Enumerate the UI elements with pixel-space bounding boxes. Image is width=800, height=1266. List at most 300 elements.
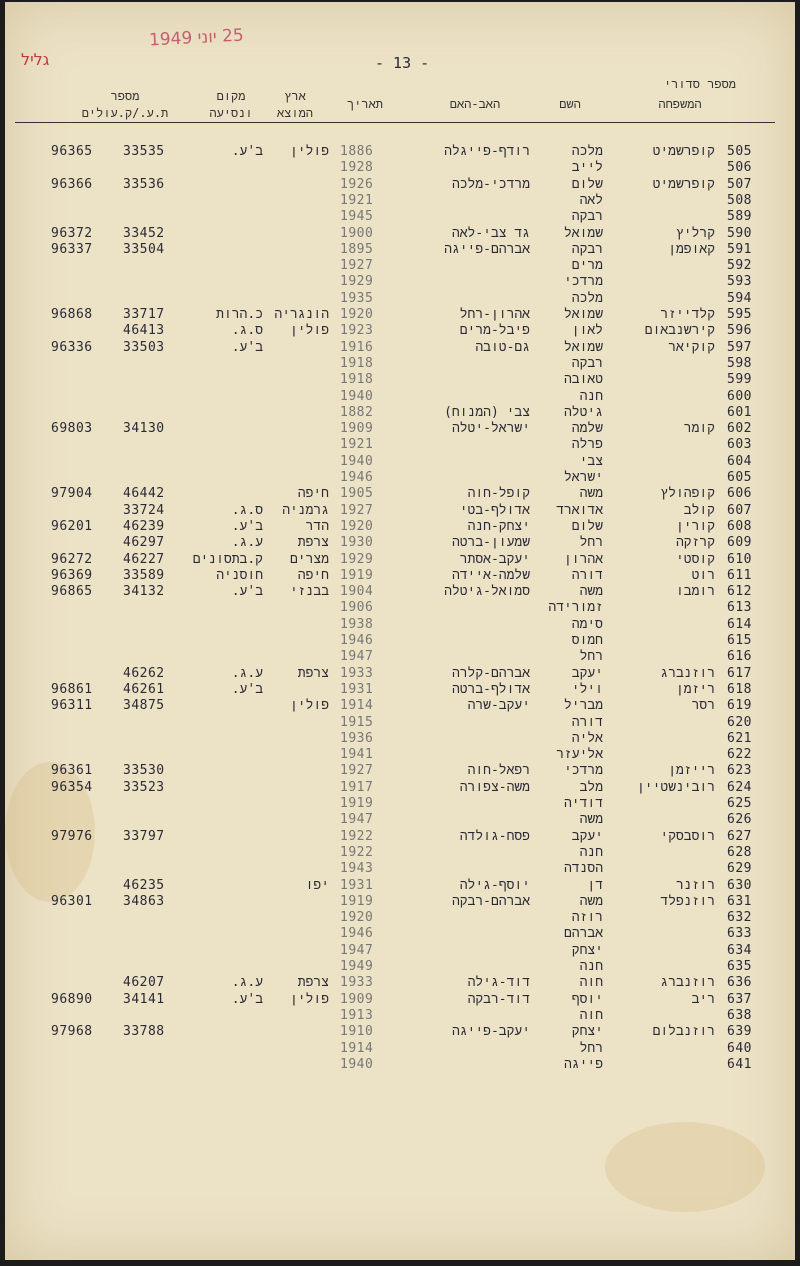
- serial-cell: 641: [727, 1056, 752, 1072]
- cert-cell: 34130: [123, 421, 165, 437]
- origin-cell: [267, 861, 329, 877]
- name-cell: אליעזר: [556, 747, 603, 763]
- parents-cell: [400, 812, 530, 828]
- ship-cell: [201, 731, 263, 747]
- ship-cell: [201, 894, 263, 910]
- name-cell: טאובה: [563, 372, 603, 388]
- cert-cell: 33717: [123, 307, 165, 322]
- ship-cell: [201, 258, 263, 274]
- family-cell: קולב: [683, 502, 715, 518]
- year-cell: 1946: [340, 926, 374, 942]
- year-cell: 1940: [340, 388, 374, 404]
- year-cell: 1931: [340, 877, 374, 893]
- cert-cell: [123, 747, 183, 763]
- serial-cell: 607: [727, 502, 752, 518]
- origin-cell: [267, 1008, 329, 1024]
- serial-cell: 634: [727, 942, 752, 958]
- parents-cell: אברהם-קלרה: [451, 665, 530, 681]
- cert-cell: 34132: [123, 584, 165, 600]
- parents-cell: יעקב-שרה: [467, 698, 530, 714]
- number-cell: [51, 666, 111, 682]
- serial-cell: 596: [727, 323, 752, 339]
- parents-cell: [400, 437, 530, 453]
- name-cell: אהרון: [563, 551, 603, 567]
- year-cell: 1921: [340, 437, 374, 453]
- name-cell: דורה: [571, 567, 603, 583]
- serial-cell: 593: [727, 274, 752, 290]
- ship-cell: ב'ע.: [231, 144, 263, 159]
- serial-cell: 638: [727, 1007, 752, 1023]
- number-cell: 97968: [51, 1024, 93, 1040]
- ship-cell: ב'ע.: [231, 518, 263, 534]
- year-cell: 1946: [340, 633, 374, 648]
- number-cell: 96365: [51, 144, 93, 159]
- year-cell: 1882: [340, 404, 374, 420]
- serial-cell: 604: [727, 453, 752, 469]
- number-cell: [51, 1057, 111, 1073]
- name-cell: פייגה: [563, 1056, 603, 1072]
- number-cell: 69803: [51, 421, 93, 437]
- ship-cell: [201, 910, 263, 926]
- ship-cell: [201, 715, 263, 731]
- number-cell: [51, 812, 111, 828]
- number-cell: 96366: [51, 176, 93, 192]
- family-cell: [605, 291, 715, 307]
- number-cell: 96372: [51, 225, 93, 241]
- parents-cell: אדולף-בטי: [459, 502, 530, 518]
- ship-cell: [201, 878, 263, 894]
- origin-cell: [267, 780, 329, 796]
- origin-cell: [267, 160, 329, 176]
- name-cell: לייב: [571, 160, 603, 176]
- parents-cell: [400, 209, 530, 225]
- origin-cell: [267, 715, 329, 731]
- parents-cell: דוד-רבקה: [467, 991, 530, 1007]
- parents-cell: [400, 274, 530, 290]
- name-cell: שמואל: [563, 307, 603, 322]
- origin-cell: [267, 356, 329, 372]
- family-cell: [605, 633, 715, 649]
- origin-cell: [267, 177, 329, 193]
- family-cell: [605, 356, 715, 372]
- name-cell: יצחק: [571, 1024, 603, 1040]
- serial-cell: 620: [727, 714, 752, 730]
- serial-cell: 597: [727, 339, 752, 355]
- year-cell: 1918: [340, 372, 374, 388]
- name-cell: מרדכי: [563, 763, 603, 779]
- parents-cell: [400, 796, 530, 812]
- year-cell: 1905: [340, 486, 374, 502]
- cert-cell: 33797: [123, 828, 165, 844]
- family-cell: [605, 959, 715, 975]
- number-cell: [51, 878, 111, 894]
- name-cell: וילי: [571, 681, 603, 697]
- year-cell: 1910: [340, 1024, 374, 1040]
- name-cell: סימה: [571, 616, 603, 632]
- family-cell: רוזנברג: [660, 975, 715, 991]
- cert-cell: 33589: [123, 567, 165, 583]
- family-cell: [605, 715, 715, 731]
- serial-cell: 614: [727, 616, 752, 632]
- name-cell: משה: [579, 584, 603, 600]
- cert-cell: 33724: [123, 502, 165, 518]
- serial-cell: 619: [727, 698, 752, 714]
- parents-cell: [400, 943, 530, 959]
- cert-cell: 33536: [123, 176, 165, 192]
- name-cell: מלב: [579, 779, 603, 795]
- number-cell: [51, 796, 111, 812]
- cert-cell: [123, 291, 183, 307]
- cert-cell: [123, 633, 183, 649]
- origin-cell: [267, 682, 329, 698]
- number-cell: [51, 356, 111, 372]
- parents-cell: [400, 160, 530, 176]
- number-cell: [51, 959, 111, 975]
- family-cell: [605, 617, 715, 633]
- year-cell: 1923: [340, 323, 374, 339]
- serial-cell: 636: [727, 975, 752, 991]
- cert-cell: 33504: [123, 241, 165, 257]
- cert-cell: [123, 649, 183, 665]
- family-cell: קופהולץ: [660, 486, 715, 502]
- family-cell: רייזמן: [668, 763, 715, 779]
- cert-cell: 46207: [123, 975, 165, 991]
- parents-cell: רודף-פייגלה: [444, 144, 530, 159]
- family-cell: [605, 389, 715, 405]
- origin-cell: [267, 894, 329, 910]
- name-cell: צבי: [579, 453, 603, 469]
- family-cell: [605, 437, 715, 453]
- name-cell: שמואל: [563, 225, 603, 241]
- year-cell: 1938: [340, 616, 374, 632]
- parents-cell: [400, 291, 530, 307]
- number-cell: [51, 1041, 111, 1057]
- cert-cell: [123, 437, 183, 453]
- year-cell: 1935: [340, 290, 374, 306]
- parents-cell: [400, 372, 530, 388]
- serial-cell: 613: [727, 600, 752, 616]
- serial-cell: 630: [727, 877, 752, 893]
- origin-cell: [267, 617, 329, 633]
- family-cell: [605, 845, 715, 861]
- year-cell: 1945: [340, 209, 374, 225]
- family-cell: [605, 258, 715, 274]
- serial-cell: 595: [727, 307, 752, 322]
- year-cell: 1929: [340, 274, 374, 290]
- year-cell: 1921: [340, 192, 374, 208]
- origin-cell: [267, 633, 329, 649]
- serial-cell: 640: [727, 1040, 752, 1056]
- cert-cell: [123, 812, 183, 828]
- cert-cell: [123, 926, 183, 942]
- name-cell: שלום: [571, 176, 603, 192]
- document-page: [5, 2, 795, 1260]
- origin-cell: פולין: [289, 991, 329, 1007]
- ship-cell: [201, 747, 263, 763]
- serial-cell: 611: [727, 567, 752, 583]
- number-cell: [51, 845, 111, 861]
- parents-cell: רפאל-חוה: [467, 763, 530, 779]
- cert-cell: [123, 1041, 183, 1057]
- origin-cell: [267, 910, 329, 926]
- column-header-origin: ארץ המוצא: [276, 89, 313, 120]
- family-cell: [605, 1008, 715, 1024]
- serial-cell: 617: [727, 665, 752, 681]
- cert-cell: 33452: [123, 225, 165, 241]
- serial-cell: 592: [727, 258, 752, 274]
- parents-cell: [400, 910, 530, 926]
- name-cell: יצחק: [571, 942, 603, 958]
- cert-cell: [123, 600, 183, 616]
- cert-cell: [123, 910, 183, 926]
- serial-cell: 590: [727, 225, 752, 241]
- number-cell: [51, 503, 111, 519]
- parents-cell: משה-צפורה: [459, 779, 530, 795]
- ship-cell: ס.ג.: [231, 502, 263, 518]
- year-cell: 1904: [340, 584, 374, 600]
- origin-cell: [267, 763, 329, 779]
- serial-cell: 624: [727, 779, 752, 795]
- origin-cell: [267, 747, 329, 763]
- cert-cell: 33503: [123, 339, 165, 355]
- family-cell: קופרשמיט: [652, 144, 715, 159]
- serial-cell: 633: [727, 926, 752, 942]
- name-cell: לאון: [571, 323, 603, 339]
- number-cell: 97976: [51, 828, 93, 844]
- number-cell: [51, 323, 111, 339]
- ship-cell: [201, 633, 263, 649]
- cert-cell: 33530: [123, 763, 165, 779]
- ship-cell: [201, 861, 263, 877]
- serial-cell: 637: [727, 991, 752, 1007]
- family-cell: קאופמן: [668, 241, 715, 257]
- family-cell: [605, 1057, 715, 1073]
- name-cell: רבקה: [571, 241, 603, 257]
- number-cell: 96868: [51, 307, 93, 322]
- family-cell: [605, 193, 715, 209]
- serial-cell: 626: [727, 812, 752, 828]
- parents-cell: גם-טובה: [475, 339, 530, 355]
- name-cell: ישראל: [563, 470, 603, 485]
- serial-cell: 606: [727, 486, 752, 502]
- year-cell: 1909: [340, 421, 374, 437]
- origin-cell: [267, 1057, 329, 1073]
- number-cell: [51, 715, 111, 731]
- cert-cell: [123, 1057, 183, 1073]
- cert-cell: 33788: [123, 1024, 165, 1040]
- ship-cell: [201, 421, 263, 437]
- serial-cell: 623: [727, 763, 752, 779]
- column-header-number: מספר ת.ע./ק.עולים: [81, 89, 169, 120]
- year-cell: 1926: [340, 176, 374, 192]
- parents-cell: פיבל-מרים: [459, 323, 530, 339]
- ship-cell: [201, 1041, 263, 1057]
- number-cell: [51, 209, 111, 225]
- year-cell: 1886: [340, 144, 374, 159]
- origin-cell: [267, 959, 329, 975]
- year-cell: 1909: [340, 991, 374, 1007]
- number-cell: 96336: [51, 339, 93, 355]
- year-cell: 1922: [340, 844, 374, 860]
- serial-cell: 631: [727, 893, 752, 909]
- name-cell: רחל: [579, 1040, 603, 1056]
- parents-cell: אדולף-ברטה: [451, 681, 530, 697]
- ship-cell: ע.ג.: [231, 975, 263, 991]
- name-cell: אליה: [571, 730, 603, 746]
- ship-cell: [201, 356, 263, 372]
- serial-cell: 622: [727, 747, 752, 763]
- family-cell: רוזנפלד: [660, 893, 715, 909]
- year-cell: 1947: [340, 649, 374, 665]
- year-cell: 1928: [340, 160, 374, 176]
- cert-cell: [123, 209, 183, 225]
- year-cell: 1920: [340, 518, 374, 534]
- year-cell: 1940: [340, 1056, 374, 1072]
- ship-cell: [201, 617, 263, 633]
- parents-cell: פסח-גולדה: [459, 828, 530, 844]
- parents-cell: יעקב-אסתר: [459, 551, 530, 567]
- family-cell: קרזקה: [675, 535, 715, 551]
- parents-cell: [400, 600, 530, 616]
- origin-cell: [267, 796, 329, 812]
- number-cell: 96361: [51, 763, 93, 779]
- parents-cell: [400, 747, 530, 763]
- number-cell: [51, 975, 111, 991]
- family-cell: קלדייזר: [660, 307, 715, 322]
- name-cell: דודיה: [563, 796, 603, 811]
- family-cell: רוזנבלום: [652, 1024, 715, 1040]
- number-cell: 96337: [51, 241, 93, 257]
- ship-cell: [201, 437, 263, 453]
- year-cell: 1915: [340, 714, 374, 730]
- parents-cell: גד צבי-לאה: [451, 225, 530, 241]
- number-cell: [51, 258, 111, 274]
- name-cell: חנה: [579, 388, 603, 404]
- origin-cell: [267, 812, 329, 828]
- ship-cell: [201, 177, 263, 193]
- number-cell: [51, 633, 111, 649]
- origin-cell: [267, 193, 329, 209]
- ship-cell: [201, 698, 263, 714]
- cert-cell: 46261: [123, 681, 165, 697]
- serial-cell: 601: [727, 404, 752, 420]
- year-cell: 1930: [340, 535, 374, 551]
- year-cell: 1900: [340, 225, 374, 241]
- family-cell: [605, 649, 715, 665]
- serial-cell: 507: [727, 176, 752, 192]
- origin-cell: [267, 274, 329, 290]
- ship-cell: ק.בתסונים: [192, 551, 263, 567]
- ship-cell: [201, 1008, 263, 1024]
- cert-cell: [123, 372, 183, 388]
- family-cell: [605, 731, 715, 747]
- cert-cell: 34863: [123, 893, 165, 909]
- serial-cell: 635: [727, 959, 752, 974]
- ship-cell: [201, 160, 263, 176]
- name-cell: רוזה: [571, 910, 603, 926]
- serial-cell: 618: [727, 681, 752, 697]
- ship-cell: [201, 405, 263, 421]
- origin-cell: פולין: [289, 698, 329, 714]
- cert-cell: [123, 1008, 183, 1024]
- serial-cell: 609: [727, 535, 752, 551]
- serial-cell: 612: [727, 584, 752, 600]
- number-cell: [51, 747, 111, 763]
- year-cell: 1933: [340, 665, 374, 681]
- family-cell: [605, 943, 715, 959]
- number-cell: [51, 600, 111, 616]
- number-cell: 96272: [51, 551, 93, 567]
- serial-cell: 605: [727, 470, 752, 485]
- year-cell: 1940: [340, 453, 374, 469]
- year-cell: 1919: [340, 893, 374, 909]
- parents-cell: [400, 926, 530, 942]
- ship-cell: [201, 454, 263, 470]
- origin-cell: חיפה: [297, 486, 329, 502]
- cert-cell: [123, 845, 183, 861]
- ship-cell: ב'ע.: [231, 681, 263, 697]
- number-cell: 96311: [51, 698, 93, 714]
- ship-cell: [201, 209, 263, 225]
- number-cell: 96201: [51, 518, 93, 534]
- number-cell: [51, 437, 111, 453]
- cert-cell: [123, 959, 183, 975]
- parents-cell: [400, 649, 530, 665]
- ship-cell: [201, 943, 263, 959]
- parents-cell: [400, 389, 530, 405]
- name-cell: חנה: [579, 959, 603, 974]
- name-cell: יעקב: [571, 665, 603, 681]
- number-cell: 97904: [51, 486, 93, 502]
- ship-cell: [201, 1057, 263, 1073]
- number-cell: [51, 535, 111, 551]
- origin-cell: [267, 926, 329, 942]
- number-cell: [51, 1008, 111, 1024]
- origin-cell: [267, 226, 329, 242]
- column-header-family: המשפחה: [658, 97, 702, 111]
- year-cell: 1922: [340, 828, 374, 844]
- parents-cell: [400, 633, 530, 649]
- cert-cell: [123, 258, 183, 274]
- parents-cell: קופל-חוה: [467, 486, 530, 502]
- ship-cell: [201, 829, 263, 845]
- family-cell: [605, 372, 715, 388]
- column-header-year: תאריך: [346, 97, 383, 111]
- serial-cell: 621: [727, 730, 752, 746]
- origin-cell: הונגריה: [274, 307, 329, 322]
- cert-cell: 33535: [123, 144, 165, 159]
- year-cell: 1920: [340, 910, 374, 926]
- ship-cell: [201, 649, 263, 665]
- ship-cell: [201, 486, 263, 502]
- origin-cell: [267, 649, 329, 665]
- cert-cell: [123, 796, 183, 812]
- origin-cell: [267, 421, 329, 437]
- origin-cell: [267, 291, 329, 307]
- origin-cell: חיפה: [297, 567, 329, 583]
- family-cell: קירשנבאום: [644, 323, 715, 339]
- ship-cell: ב'ע.: [231, 584, 263, 600]
- number-cell: [51, 291, 111, 307]
- family-cell: רסר: [691, 698, 715, 714]
- origin-cell: יפו: [305, 877, 329, 893]
- parents-cell: אברהם-פייגה: [444, 241, 530, 257]
- origin-cell: [267, 731, 329, 747]
- parents-cell: [400, 258, 530, 274]
- parents-cell: צבי (המנוח): [444, 404, 530, 420]
- parents-cell: יצחק-חנה: [467, 518, 530, 534]
- origin-cell: מצרים: [289, 551, 329, 567]
